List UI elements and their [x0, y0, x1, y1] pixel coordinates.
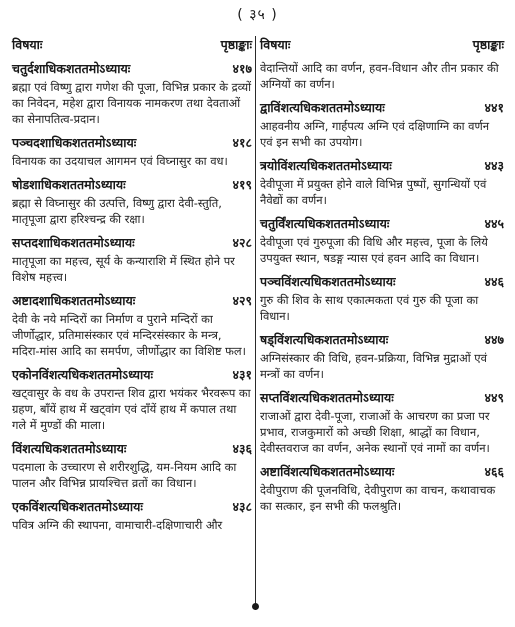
chapter-summary: खट्वासुर के वध के उपरान्त शिव द्वारा भयंकर भैरवरूप का ग्रहण, बाँयें हाथ में खट्वांग एवं दाँयें हाथ में कपाल तथा गले में मुण्डों की माला।	[12, 386, 251, 432]
chapter-title: षोडशाधिकशततमोऽध्यायः	[12, 177, 126, 192]
page-number: ४३१	[232, 367, 252, 382]
divider-dot	[252, 603, 259, 610]
chapter-summary: देवी के नये मन्दिरों का निर्माण व पुराने मन्दिरों का जीर्णोद्धार, प्रतिमासंस्कार एवं मन्दिरसंस्कार के मन्त्र, मदिरा-मांस आदि का समर्पण, जीर्णोद्धार का विशिष्ट फल।	[12, 312, 246, 358]
entry-heading	[12, 134, 252, 151]
entry-heading	[12, 498, 252, 515]
page-number: ४१९	[232, 177, 252, 192]
page-number: ४४६	[484, 274, 504, 289]
toc-entry	[260, 331, 504, 382]
page-number: ४१७	[232, 61, 252, 76]
chapter-summary: देवीपूजा एवं गुरुपूजा की विधि और महत्त्व, पूजा के लिये उपयुक्त स्थान, षडङ्ग न्यास एवं हवन आदि का विधान।	[260, 235, 488, 265]
toc-entry	[12, 176, 252, 227]
toc-entry	[12, 134, 252, 169]
column-divider	[255, 36, 256, 610]
chapter-summary: ब्रह्मा एवं विष्णु द्वारा गणेश की पूजा, विभिन्न प्रकार के द्रव्यों का निवेदन, महेश द्वारा विनायक नामकरण तथा देवताओं का सेनापतित्व-प्रदान।	[12, 80, 252, 126]
toc-entry	[260, 157, 504, 208]
page-number: ४४७	[484, 332, 504, 347]
page-number: ४४९	[484, 390, 504, 405]
toc-entry	[260, 273, 504, 324]
left-column-header	[12, 36, 252, 54]
subject-header-label: विषयाः	[260, 37, 291, 52]
entry-heading	[260, 331, 504, 348]
entry-heading	[12, 440, 252, 457]
page-number: ४२८	[232, 235, 252, 250]
toc-entry	[12, 60, 252, 127]
toc-entry	[260, 389, 504, 456]
chapter-summary: देवीपुराण की पूजनविधि, देवीपुराण का वाचन, कथावाचक का सत्कार, इन सभी की फलश्रुति।	[260, 483, 496, 513]
chapter-title: अष्टाविंशत्यधिकशततमोऽध्यायः	[260, 464, 395, 479]
toc-entry	[12, 292, 252, 359]
chapter-summary: पवित्र अग्नि की स्थापना, वामाचारी-दक्षिणाचारी और	[12, 518, 223, 532]
continued-entry-text: वेदान्तियों आदि का वर्णन, हवन-विधान और तीन प्रकार की अग्नियों का वर्णन।	[260, 61, 499, 91]
entry-heading	[12, 292, 252, 309]
entry-heading	[260, 463, 504, 480]
toc-entry	[12, 440, 252, 491]
page-header-label: पृष्ठाङ्काः	[472, 37, 504, 52]
chapter-title: त्रयोविंशत्यधिकशततमोऽध्यायः	[260, 158, 392, 173]
chapter-summary: अग्निसंस्कार की विधि, हवन-प्रक्रिया, विभिन्न मुद्राओं एवं मन्त्रों का वर्णन।	[260, 351, 487, 381]
page-number: ४१८	[232, 135, 252, 150]
page-number: ४४५	[484, 216, 504, 231]
toc-entry	[260, 215, 504, 266]
toc-entry	[12, 366, 252, 433]
toc-entry	[12, 498, 252, 533]
entry-heading	[260, 99, 504, 116]
chapter-title: सप्तविंशत्यधिकशततमोऽध्यायः	[260, 390, 394, 405]
chapter-title: एकोनविंशत्यधिकशततमोऽध्यायः	[12, 367, 154, 382]
page-number: ४६६	[484, 464, 504, 479]
chapter-summary: देवीपूजा में प्रयुक्त होने वाले विभिन्न पुष्पों, सुगन्धियों एवं नैवेद्यों का वर्णन।	[260, 177, 487, 207]
entry-heading	[12, 366, 252, 383]
entry-heading	[260, 389, 504, 406]
toc-entry	[260, 99, 504, 150]
chapter-summary: राजाओं द्वारा देवी-पूजा, राजाओं के आचरण का प्रजा पर प्रभाव, राजकुमारों को अच्छी शिक्षा, श्राद्धों का विधान, देवीस्तवराज का वर्णन, अनेक स्थानों एवं नामों का वर्णन।	[260, 409, 490, 455]
entry-heading	[260, 157, 504, 174]
entry-heading	[260, 215, 504, 232]
page-number: ४४३	[484, 158, 504, 173]
left-column	[12, 36, 252, 540]
subject-header-label: विषयाः	[12, 37, 43, 52]
entry-heading	[260, 273, 504, 290]
entry-heading	[12, 176, 252, 193]
chapter-title: पञ्चदशाधिकशततमोऽध्यायः	[12, 135, 137, 150]
page-number: ४२९	[232, 293, 252, 308]
chapter-title: चतुर्दशाधिकशततमोऽध्यायः	[12, 61, 131, 76]
toc-entry	[260, 463, 504, 514]
right-column-header	[260, 36, 504, 54]
chapter-summary: मातृपूजा का महत्त्व, सूर्य के कन्याराशि में स्थित होने पर विशेष महत्त्व।	[12, 254, 235, 284]
chapter-summary: गुरु की शिव के साथ एकात्मकता एवं गुरु की पूजा का विधान।	[260, 293, 479, 323]
chapter-title: षड्विंशत्यधिकशततमोऽध्यायः	[260, 332, 389, 347]
page-header-label: पृष्ठाङ्काः	[220, 37, 252, 52]
chapter-title: चतुर्विंशत्यधिकशततमोऽध्यायः	[260, 216, 390, 231]
chapter-title: द्वाविंशत्यधिकशततमोऽध्यायः	[260, 100, 385, 115]
chapter-title: विंशत्यधिकशततमोऽध्यायः	[12, 441, 127, 456]
chapter-title: पञ्चविंशत्यधिकशततमोऽध्यायः	[260, 274, 396, 289]
page-number: ४३८	[232, 499, 252, 514]
right-column	[260, 36, 504, 521]
chapter-summary: विनायक का उदयाचल आगमन एवं विघ्नासुर का वध।	[12, 154, 228, 168]
page-number: ४४१	[484, 100, 504, 115]
chapter-summary: आहवनीय अग्नि, गार्हपत्य अग्नि एवं दक्षिणाग्नि का वर्णन एवं इन सभी का उपयोग।	[260, 119, 490, 149]
entry-heading	[12, 60, 252, 77]
entry-heading	[12, 234, 252, 251]
page-number: ( ३५ )	[237, 7, 278, 23]
chapter-summary: पदमाला के उच्चारण से शरीरशुद्धि, यम-नियम आदि का पालन और विभिन्न प्रायश्चित्त व्रतों का विधान।	[12, 460, 237, 490]
chapter-summary: ब्रह्मा से विघ्नासुर की उत्पत्ति, विष्णु द्वारा देवी-स्तुति, मातृपूजा द्वारा हरिश्चन्द्र की रक्षा।	[12, 196, 222, 226]
chapter-title: अष्टादशाधिकशततमोऽध्यायः	[12, 293, 136, 308]
chapter-title: सप्तदशाधिकशततमोऽध्यायः	[12, 235, 135, 250]
toc-entry	[12, 234, 252, 285]
chapter-title: एकविंशत्यधिकशततमोऽध्यायः	[12, 499, 143, 514]
page-number: ४३६	[232, 441, 252, 456]
